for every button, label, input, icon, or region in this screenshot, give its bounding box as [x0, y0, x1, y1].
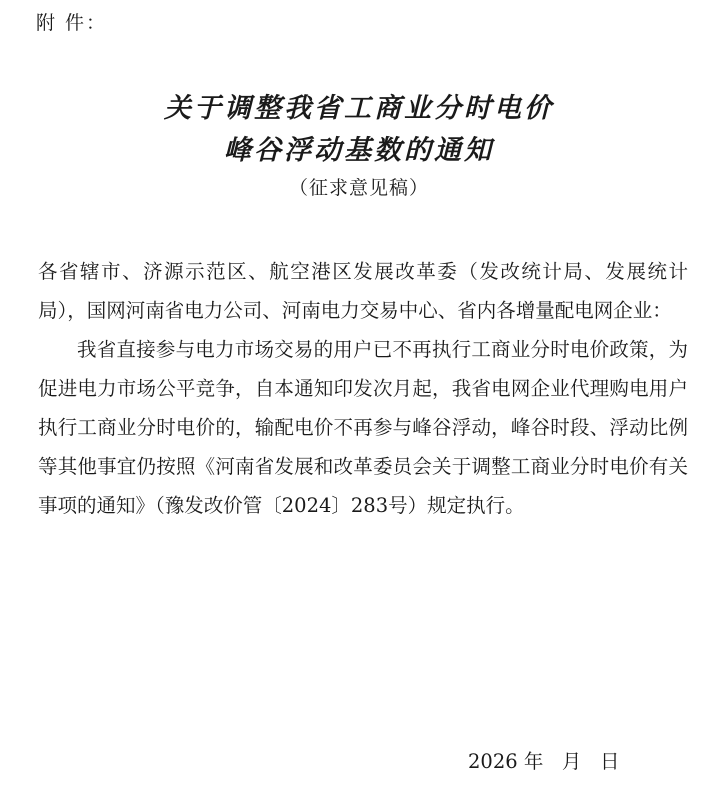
body-paragraph: 我省直接参与电力市场交易的用户已不再执行工商业分时电价政策，为促进电力市场公平竞争，自本通知印发次月起，我省电网企业代理购电用户执行工商业分时电价的，输配电价不再参与峰谷浮动，峰谷时段、浮动比例等其他事宜仍按照《河南省发展和改革委员会关于调整工商业分时电价有关事项的通知》（豫发改价管〔2024〕283号）规定执行。	[38, 338, 688, 517]
document-date: 2026 年 月 日	[468, 750, 620, 773]
document-subtitle: （征求意见稿）	[288, 177, 429, 199]
document-title-line2: 峰谷浮动基数的通知	[224, 135, 494, 166]
attachment-label: 附 件：	[36, 12, 108, 34]
document-title-line1: 关于调整我省工商业分时电价	[164, 93, 554, 124]
addressee-paragraph: 各省辖市、济源示范区、航空港区发展改革委（发改统计局、发展统计局），国网河南省电力公司、河南电力交易中心、省内各增量配电网企业：	[38, 260, 688, 322]
document-body	[38, 252, 688, 525]
